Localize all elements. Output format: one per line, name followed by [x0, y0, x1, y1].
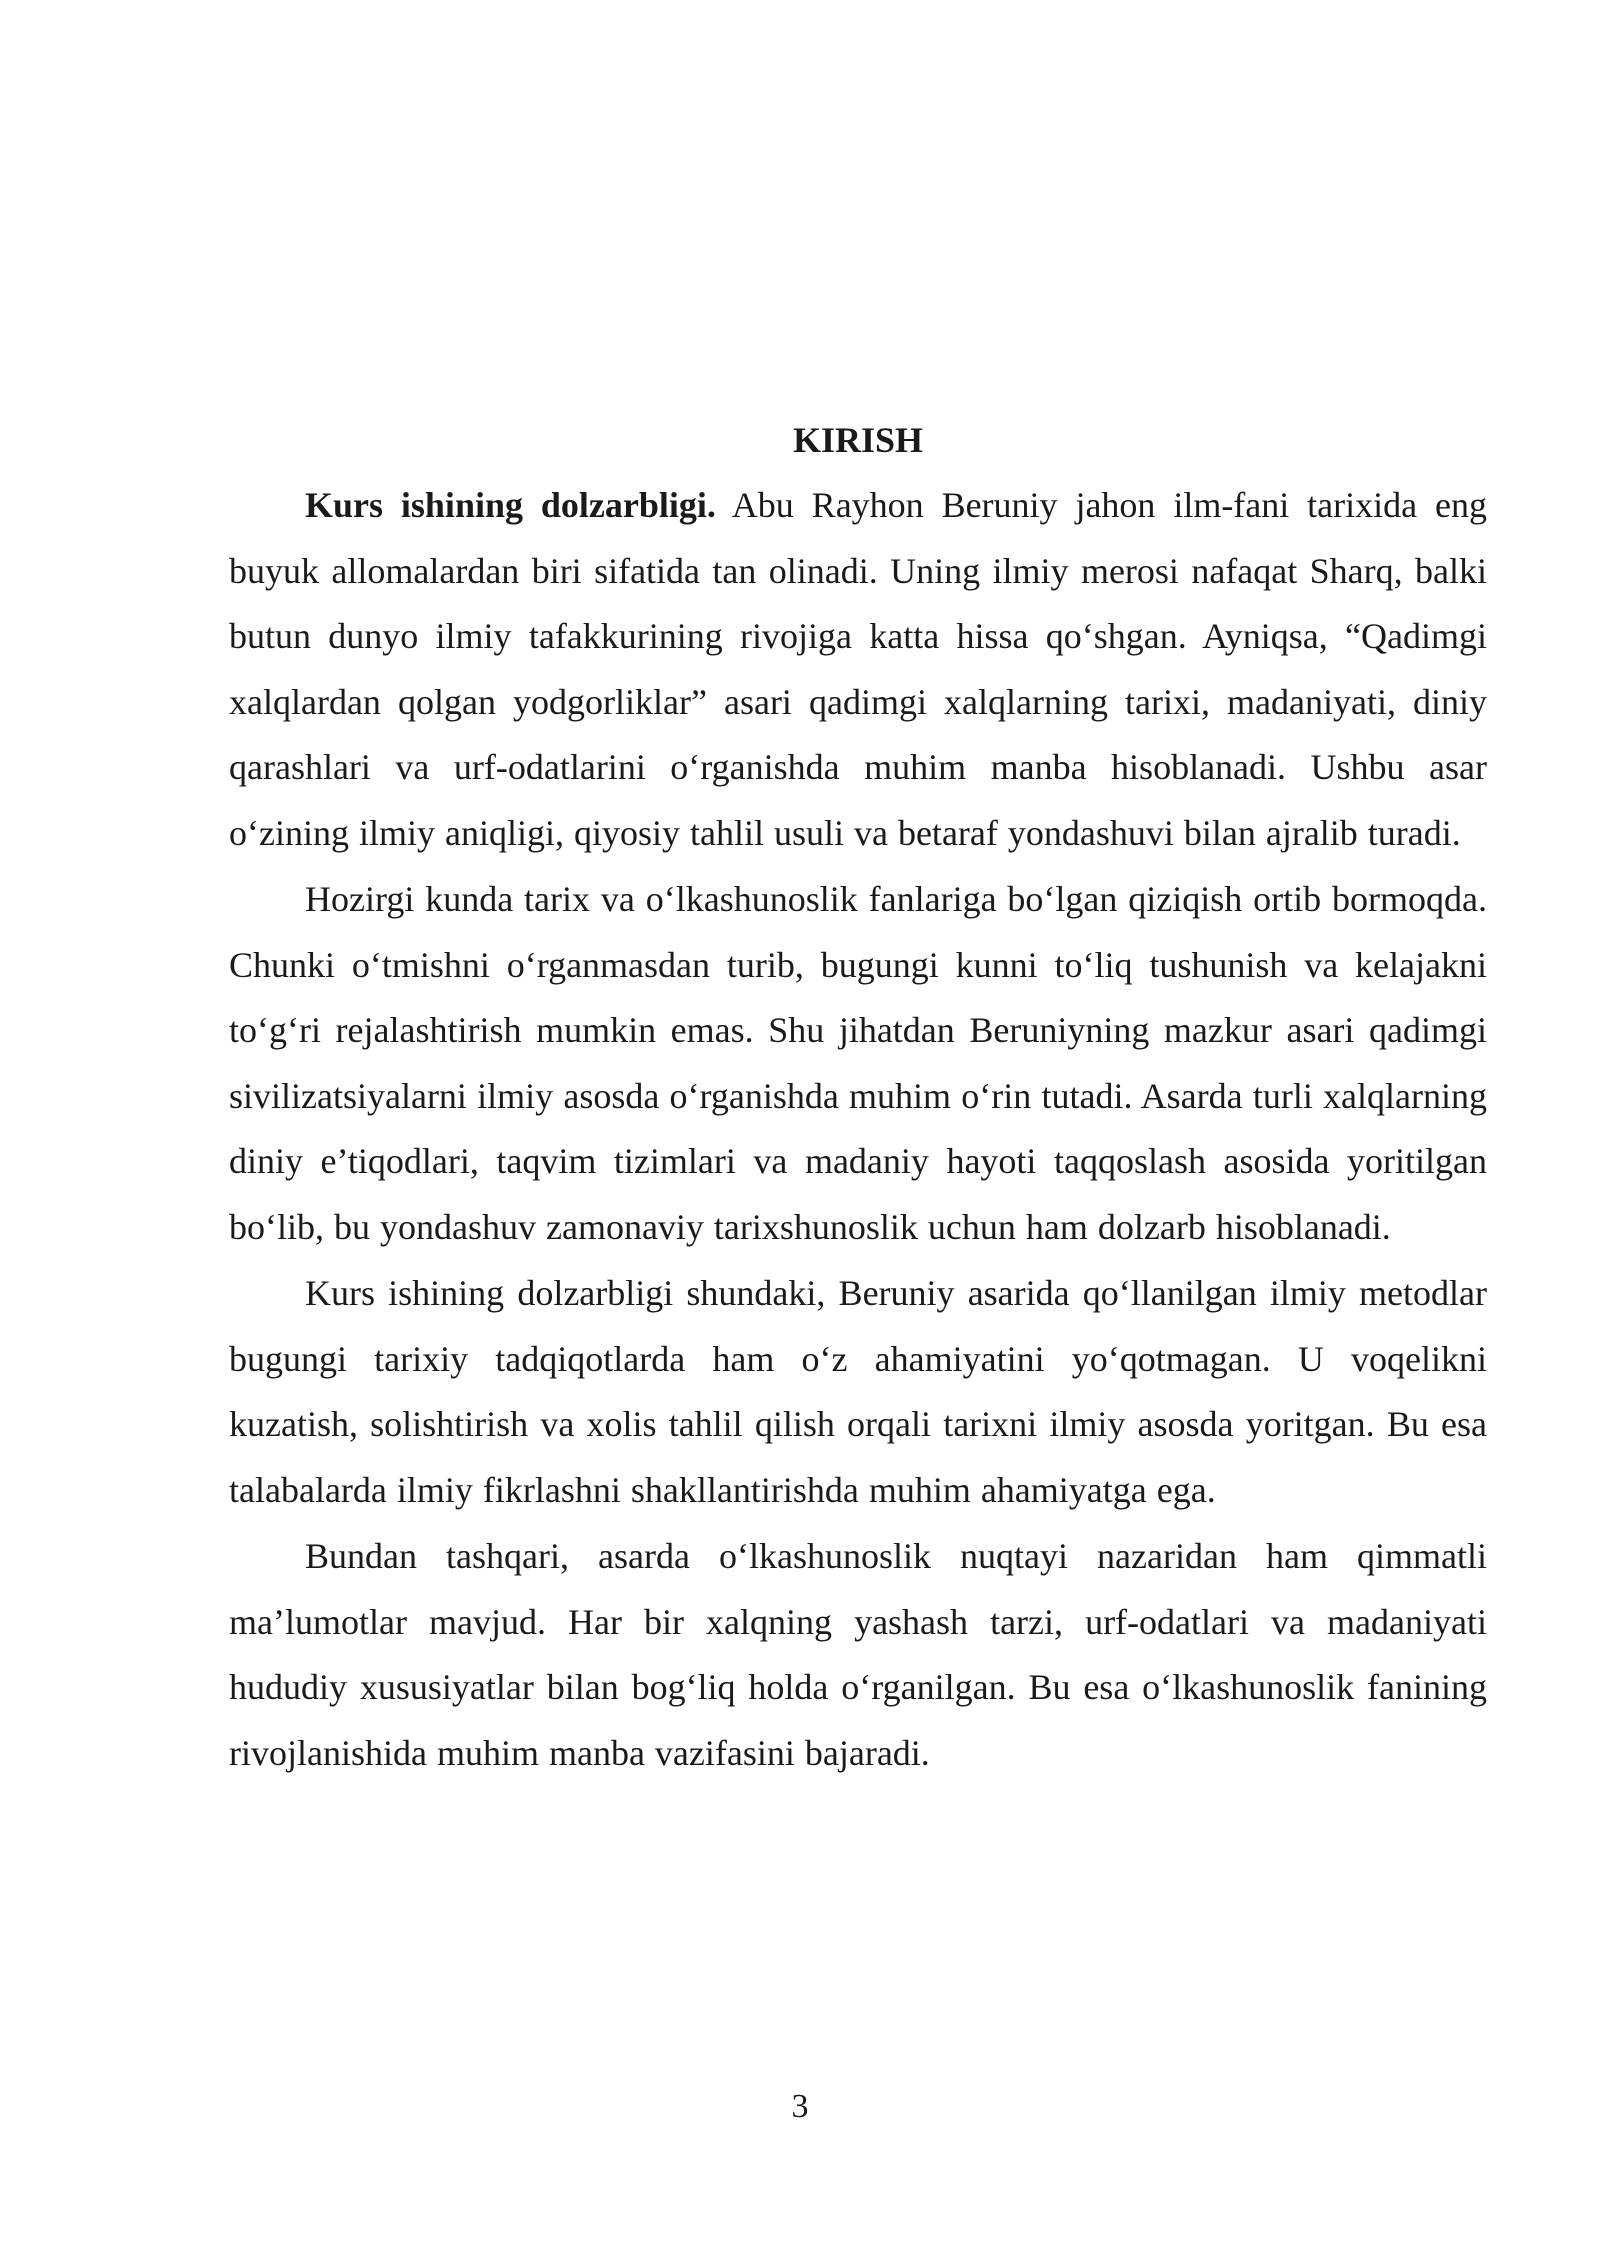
document-body — [229, 408, 1487, 1787]
paragraph-text: Abu Rayhon Beruniy jahon ilm-fani tarixida eng buyuk allomalardan biri sifatida tan olinadi. Uning ilmiy merosi nafaqat Sharq, balki butun dunyo ilmiy tafakkurining rivojiga katta hissa qo‘shgan. Ayniqsa, “Qadimgi xalqlardan qolgan yodgorliklar” asari qadimgi xalqlarning tarixi, madaniyati, diniy qarashlari va urf-odatlarini o‘rganishda muhim manba hisoblanadi. Ushbu asar o‘zining ilmiy aniqligi, qiyosiy tahlil usuli va betaraf yondashuvi bilan ajralib turadi. — [229, 485, 1487, 853]
paragraph-4 — [229, 1524, 1487, 1786]
page-number: 3 — [791, 2088, 809, 2125]
paragraph-text: Bundan tashqari, asarda o‘lkashunoslik nuqtayi nazaridan ham qimmatli ma’lumotlar mavjud. Har bir xalqning yashash tarzi, urf-odatlari va madaniyati hududiy xususiyatlar bilan bog‘liq holda o‘rganilgan. Bu esa o‘lkashunoslik fanining rivojlanishida muhim manba vazifasini bajaradi. — [229, 1536, 1487, 1773]
paragraph-lead: Kurs ishining dolzarbligi. — [305, 485, 716, 525]
paragraph-1 — [229, 473, 1487, 866]
paragraph-3 — [229, 1261, 1487, 1523]
paragraph-text: Hozirgi kunda tarix va o‘lkashunoslik fanlariga bo‘lgan qiziqish ortib bormoqda. Chunki o‘tmishni o‘rganmasdan turib, bugungi kunni to‘liq tushunish va kelajakni to‘g‘ri rejalashtirish mumkin emas. Shu jihatdan Beruniyning mazkur asari qadimgi sivilizatsiyalarni ilmiy asosda o‘rganishda muhim o‘rin tutadi. Asarda turli xalqlarning diniy e’tiqodlari, taqvim tizimlari va madaniy hayoti taqqoslash asosida yoritilgan bo‘lib, bu yondashuv zamonaviy tarixshunoslik uchun ham dolzarb hisoblanadi. — [229, 879, 1487, 1247]
paragraph-text: Kurs ishining dolzarbligi shundaki, Beruniy asarida qo‘llanilgan ilmiy metodlar bugungi tarixiy tadqiqotlarda ham o‘z ahamiyatini yo‘qotmagan. U voqelikni kuzatish, solishtirish va xolis tahlil qilish orqali tarixni ilmiy asosda yoritgan. Bu esa talabalarda ilmiy fikrlashni shakllantirishda muhim ahamiyatga ega. — [229, 1273, 1487, 1510]
paragraph-2 — [229, 867, 1487, 1260]
section-title: KIRISH — [792, 420, 924, 460]
